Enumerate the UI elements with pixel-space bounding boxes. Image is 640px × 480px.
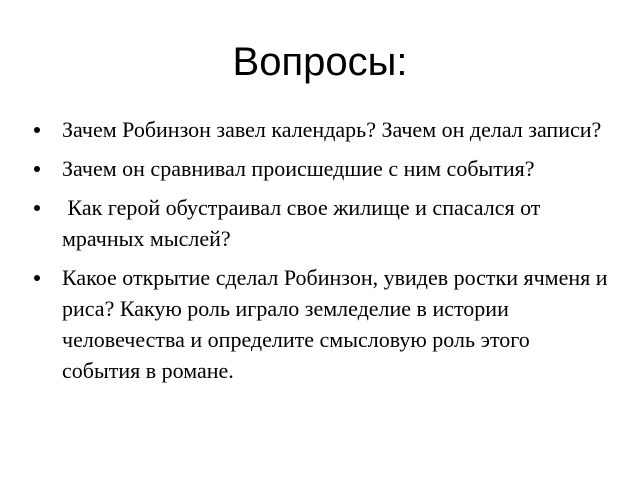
bullet-dot-icon: [34, 166, 40, 172]
list-item: [34, 192, 609, 254]
list-item: [34, 262, 614, 386]
list-item: [34, 153, 609, 184]
bullet-dot-icon: [34, 205, 40, 211]
question-text: Зачем он сравнивал происшедшие с ним события?: [62, 156, 535, 181]
bullet-dot-icon: [34, 275, 40, 281]
slide-title: Вопросы:: [232, 40, 408, 84]
list-item: [34, 114, 609, 145]
question-text: Зачем Робинзон завел календарь? Зачем он делал записи?: [62, 117, 602, 142]
bullet-dot-icon: [34, 127, 40, 133]
question-text: Какое открытие сделал Робинзон, увидев ростки ячменя и риса? Какую роль играло земледелие в истории человечества и определите смысловую роль этого события в романе.: [62, 265, 614, 383]
question-list: [34, 114, 614, 394]
question-text: Как герой обустраивал свое жилище и спасался от мрачных мыслей?: [62, 195, 546, 251]
